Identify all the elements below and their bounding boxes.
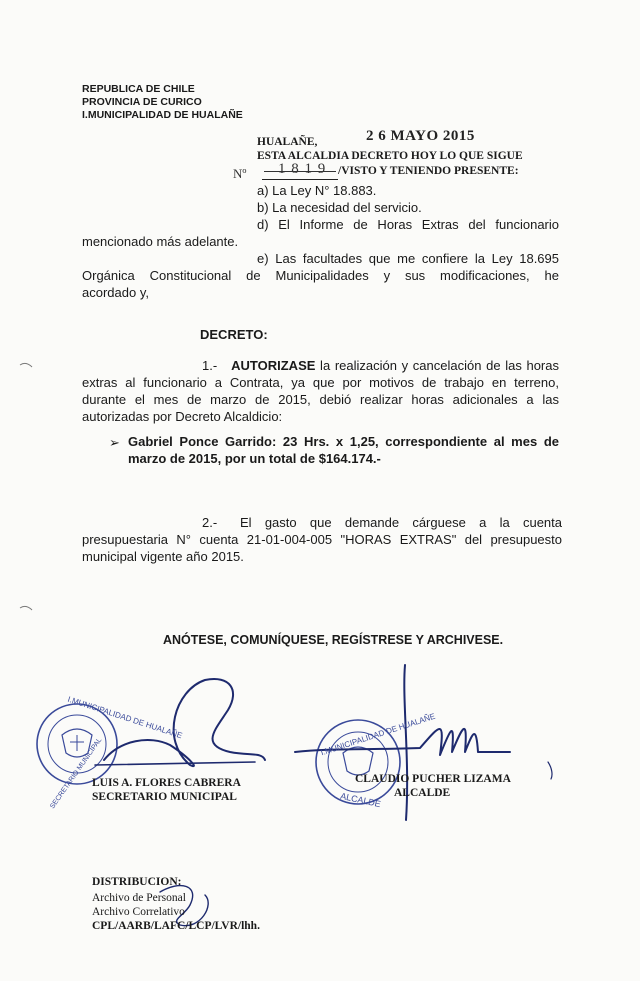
decreto-item1-line2: extras al funcionario a Contrata, ya que por motivos de trabajo en terreno,: [82, 375, 559, 390]
consideration-b: b) La necesidad del servicio.: [257, 200, 422, 215]
header-province: PROVINCIA DE CURICO: [82, 96, 202, 108]
decree-statement: ESTA ALCALDIA DECRETO HOY LO QUE SIGUE: [257, 150, 523, 162]
secretary-name: LUIS A. FLORES CABRERA: [92, 777, 241, 789]
left-seal-text-bottom: SECRETARIO MUNICIPAL: [49, 736, 104, 811]
secretary-title: SECRETARIO MUNICIPAL: [92, 791, 237, 803]
right-seal-text-top: I.MUNICIPALIDAD DE HUALAÑE: [319, 711, 437, 758]
consideration-a: a) La Ley N° 18.883.: [257, 183, 377, 198]
distribution-line2: Archivo Correlativo: [92, 906, 185, 918]
margin-mark-icon: [20, 606, 32, 610]
mayor-title: ALCALDE: [394, 787, 451, 799]
decreto-item2-line1: El gasto que demande cárguese a la cuenta: [240, 515, 562, 530]
bullet-arrow-icon: ➢: [109, 435, 120, 450]
right-seal-text-bottom: ALCALDE: [339, 790, 382, 810]
distribution-title: DISTRIBUCION:: [92, 876, 182, 888]
decree-number: 1 8 1 9: [278, 161, 327, 177]
item1-bold: AUTORIZASE: [231, 358, 316, 373]
bullet-line2: marzo de 2015, por un total de $164.174.-: [128, 451, 381, 466]
decreto-item2-line3: municipal vigente año 2015.: [82, 549, 244, 564]
left-signature-icon: [95, 679, 265, 766]
consideration-e: e) Las facultades que me confiere la Ley 18.695: [257, 251, 559, 266]
bullet-line1: Gabriel Ponce Garrido: 23 Hrs. x 1,25, correspondiente al mes de: [128, 434, 559, 449]
number-prefix: Nº: [233, 166, 247, 181]
visto-heading: /VISTO Y TENIENDO PRESENTE:: [338, 165, 519, 177]
item1-rest: la realización y cancelación de las horas: [315, 358, 559, 373]
header-republic: REPUBLICA DE CHILE: [82, 83, 195, 95]
margin-mark-icon: [20, 363, 32, 367]
consideration-e-end: acordado y,: [82, 285, 149, 300]
item2-number: 2.-: [202, 515, 218, 530]
mayor-name: CLAUDIO PUCHER LIZAMA: [355, 773, 511, 785]
distribution-line1: Archivo de Personal: [92, 892, 186, 904]
consideration-d: d) El Informe de Horas Extras del funcionario: [257, 217, 559, 232]
item1-number: 1.-: [202, 358, 218, 373]
stamped-date: 2 6 MAYO 2015: [366, 128, 475, 144]
consideration-d-cont: mencionado más adelante.: [82, 234, 239, 249]
decreto-item1-line4: autorizadas por Decreto Alcaldicio:: [82, 409, 283, 424]
left-seal-text-top: I.MUNICIPALIDAD DE HUALAÑE: [66, 694, 184, 741]
decreto-item2-line2: presupuestaria N° cuenta 21-01-004-005 "HORAS EXTRAS" del presupuesto: [82, 532, 562, 547]
closing-formula: ANÓTESE, COMUNÍQUESE, REGÍSTRESE Y ARCHIVESE.: [163, 633, 504, 647]
place-name: HUALAÑE,: [257, 136, 318, 148]
distribution-initials: CPL/AARB/LAFC/LCP/LVR/lhh.: [92, 920, 260, 932]
decreto-item1-line3: durante el mes de marzo de 2015, debió realizar horas adicionales a las: [82, 392, 559, 407]
decreto-title: DECRETO:: [200, 327, 268, 342]
header-municipality: I.MUNICIPALIDAD DE HUALAÑE: [82, 109, 243, 121]
consideration-e-cont: Orgánica Constitucional de Municipalidades y sus modificaciones, he: [82, 268, 559, 283]
